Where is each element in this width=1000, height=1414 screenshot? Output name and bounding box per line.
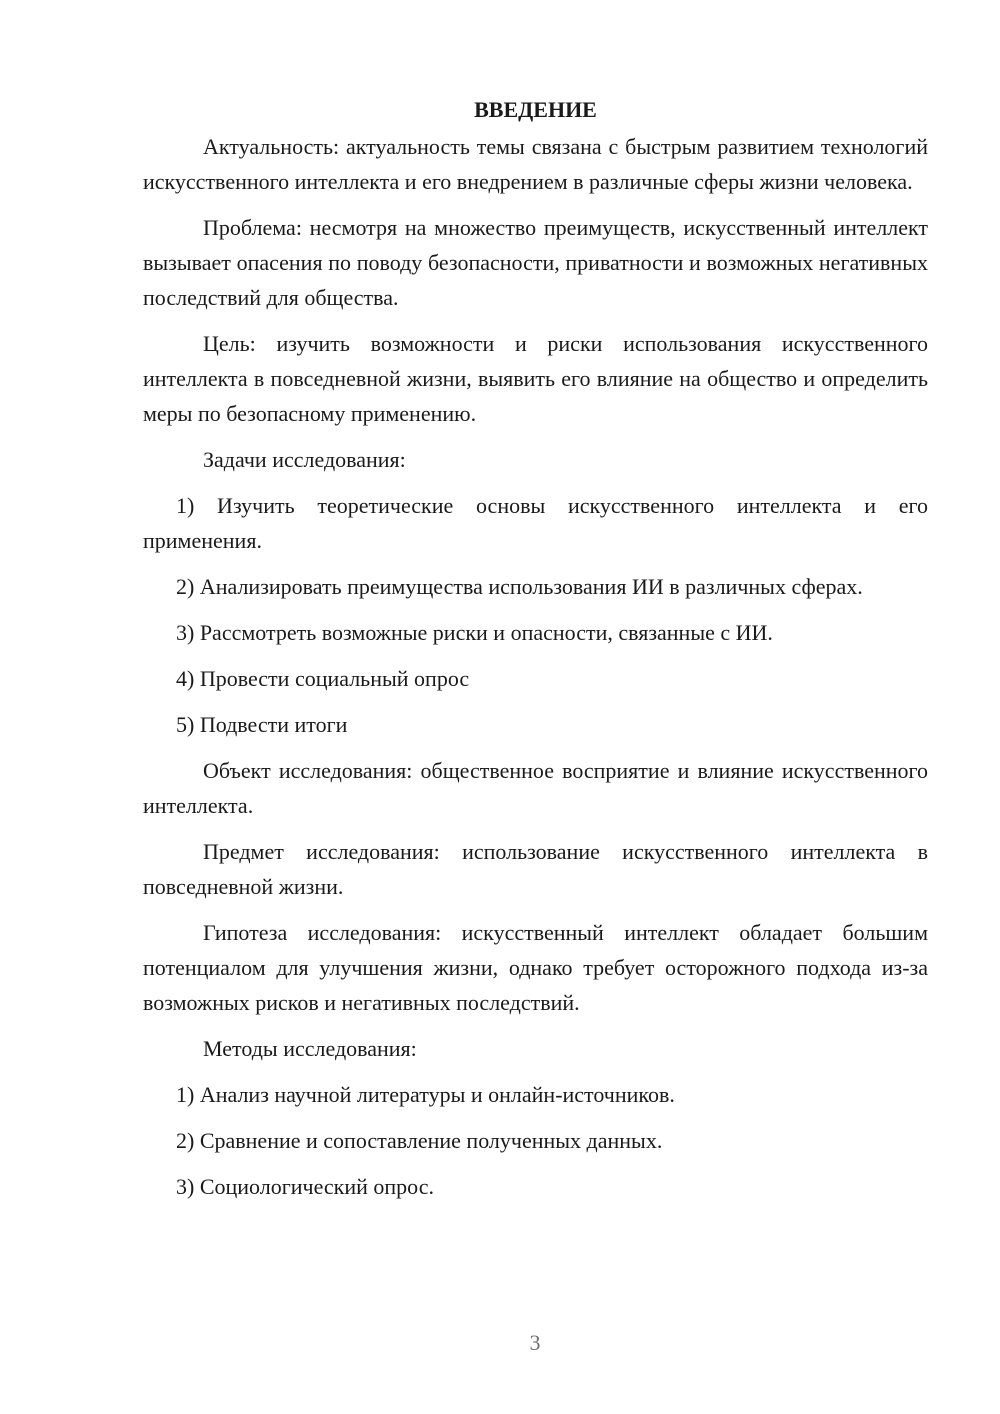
task-item: 5) Подвести итоги (176, 712, 348, 737)
task-item: 2) Анализировать преимущества использования ИИ в различных сферах. (176, 574, 863, 599)
relevance-paragraph: Актуальность: актуальность темы связана с быстрым развитием технологий искусственного интеллекта и его внедрением в различные сферы жизни человека. (143, 134, 928, 194)
problem-paragraph: Проблема: несмотря на множество преимуществ, искусственный интеллект вызывает опасения по поводу безопасности, приватности и возможных негативных последствий для общества. (143, 215, 928, 310)
object-paragraph: Объект исследования: общественное восприятие и влияние искусственного интеллекта. (143, 758, 928, 818)
methods-heading: Методы исследования: (203, 1036, 417, 1061)
document-page (143, 92, 928, 1215)
goal-paragraph: Цель: изучить возможности и риски использования искусственного интеллекта в повседневной жизни, выявить его влияние на общество и определить меры по безопасному применению. (143, 331, 928, 426)
method-item: 1) Анализ научной литературы и онлайн-источников. (176, 1082, 675, 1107)
method-item: 2) Сравнение и сопоставление полученных данных. (176, 1128, 663, 1153)
task-item: 1) Изучить теоретические основы искусственного интеллекта и его применения. (143, 493, 928, 553)
section-title: ВВЕДЕНИЕ (474, 97, 597, 122)
tasks-heading: Задачи исследования: (203, 447, 406, 472)
hypothesis-paragraph: Гипотеза исследования: искусственный интеллект обладает большим потенциалом для улучшения жизни, однако требует осторожного подхода из-за возможных рисков и негативных последствий. (143, 920, 928, 1015)
task-item: 4) Провести социальный опрос (176, 666, 470, 691)
page-number: 3 (529, 1330, 541, 1355)
subject-paragraph: Предмет исследования: использование искусственного интеллекта в повседневной жизни. (143, 839, 928, 899)
task-item: 3) Рассмотреть возможные риски и опасности, связанные с ИИ. (176, 620, 773, 645)
method-item: 3) Социологический опрос. (176, 1174, 434, 1199)
